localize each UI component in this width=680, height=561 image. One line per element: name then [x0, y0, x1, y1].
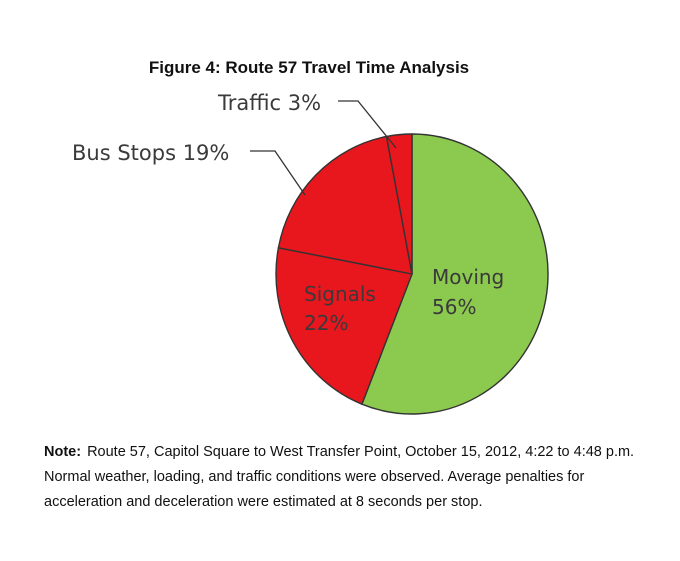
moving-value: 56%: [432, 295, 477, 319]
figure-note: [44, 440, 644, 515]
note-text: Route 57, Capitol Square to West Transfer Point, October 15, 2012, 4:22 to 4:48 p.m. Normal weather, loading, and traffic conditions were observed. Average penalties for acceleration and deceleration were estimated at 8 seconds per stop.: [44, 444, 635, 510]
signals-label: Signals: [304, 282, 376, 306]
bus-stops-leader-line: [250, 151, 305, 195]
pie-slices: [276, 134, 548, 414]
note-heading: Note:: [44, 444, 82, 460]
moving-label: Moving: [432, 265, 505, 289]
figure-title: Figure 4: Route 57 Travel Time Analysis: [148, 58, 470, 77]
traffic-label: Traffic 3%: [218, 91, 322, 115]
bus-stops-label: Bus Stops 19%: [72, 141, 230, 165]
signals-value: 22%: [304, 311, 349, 335]
